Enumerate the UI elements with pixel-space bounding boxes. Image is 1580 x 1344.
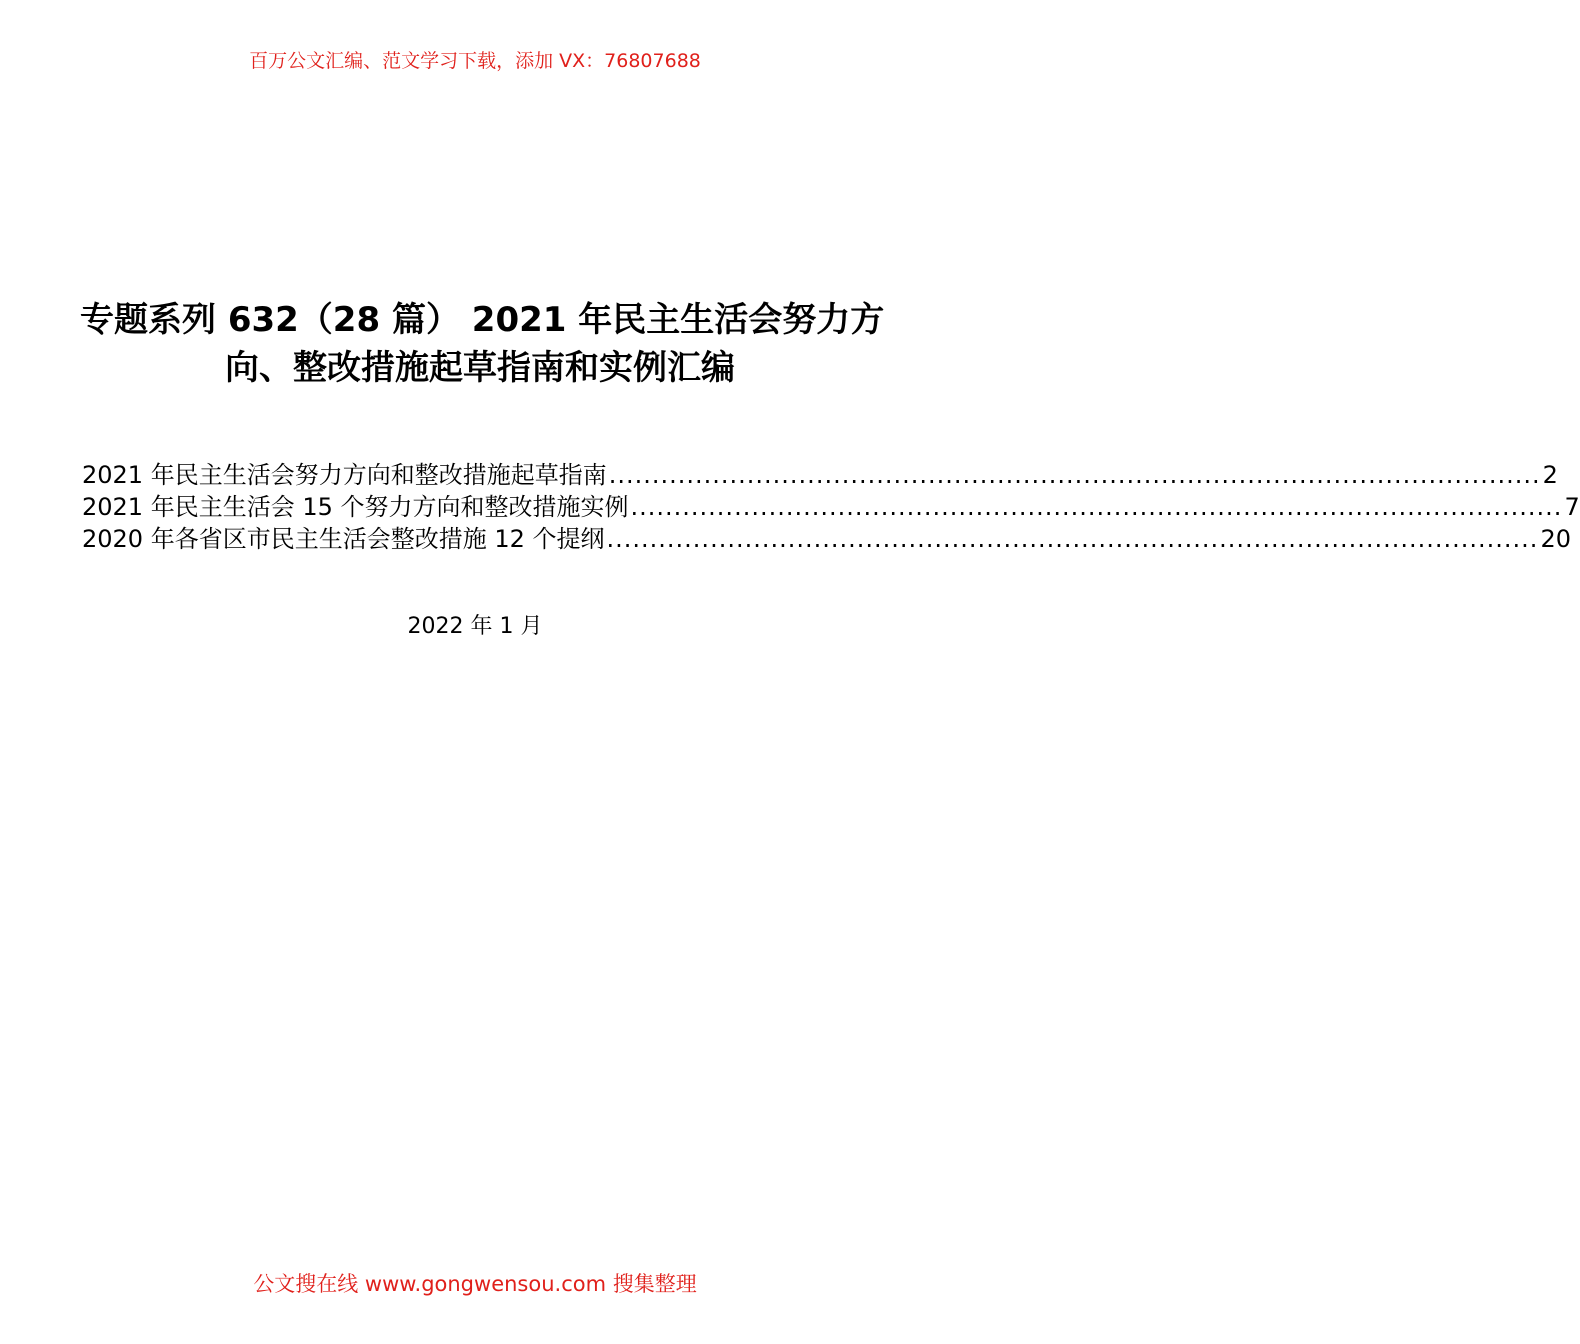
toc-entry-title[interactable]: 2021 年民主生活会 15 个努力方向和整改措施实例 bbox=[82, 493, 629, 521]
toc-entry[interactable] bbox=[82, 523, 1571, 555]
toc-dot-leader: ............................................................................................................ bbox=[608, 461, 1541, 489]
document-date: 2022 年 1 月 bbox=[407, 614, 543, 639]
toc-entry-page: 2 bbox=[1542, 461, 1558, 489]
footer-watermark-note: 公文搜在线 www.gongwensou.com 搜集整理 bbox=[253, 1272, 697, 1296]
toc-entry-title[interactable]: 2021 年民主生活会努力方向和整改措施起草指南 bbox=[82, 461, 607, 489]
toc-dot-leader: ............................................................................................................ bbox=[630, 493, 1563, 521]
toc-entry[interactable] bbox=[82, 459, 1558, 491]
document-title bbox=[80, 296, 885, 392]
title-line-2: 向、整改措施起草指南和实例汇编 bbox=[225, 348, 735, 388]
toc-entry-page: 7 bbox=[1564, 493, 1580, 521]
toc-entry-title[interactable]: 2020 年各省区市民主生活会整改措施 12 个提纲 bbox=[82, 525, 605, 553]
table-of-contents bbox=[82, 459, 1580, 555]
toc-entry[interactable] bbox=[82, 491, 1580, 523]
header-watermark-note: 百万公文汇编、范文学习下载，添加 VX：76807688 bbox=[249, 50, 701, 72]
title-line-1: 专题系列 632（28 篇） 2021 年民主生活会努力方 bbox=[80, 300, 885, 340]
toc-entry-page: 20 bbox=[1540, 525, 1571, 553]
toc-dot-leader: ............................................................................................................ bbox=[606, 525, 1539, 553]
